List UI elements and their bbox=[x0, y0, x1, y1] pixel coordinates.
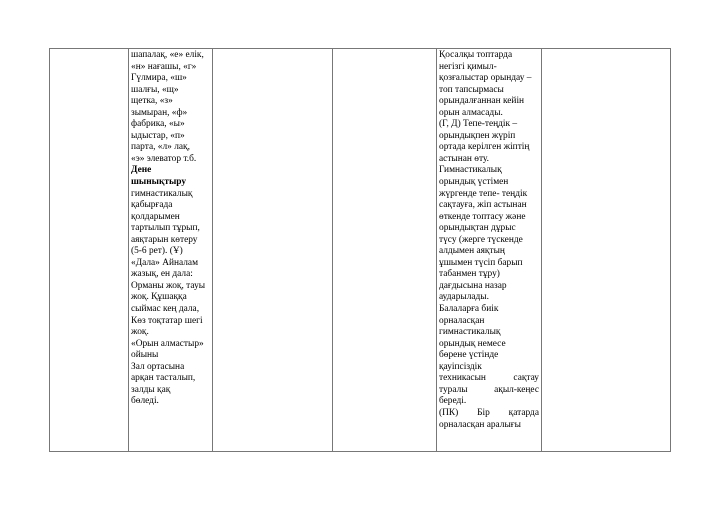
text-line: гимнастикалық bbox=[439, 327, 501, 338]
text-line: «Орын алмастыр» bbox=[131, 338, 204, 349]
text-line: ұшымен түсіп барып bbox=[439, 257, 523, 268]
text-line: (5-6 рет). (Ұ) bbox=[131, 246, 183, 257]
text-line: тартылып тұрып, bbox=[131, 223, 200, 234]
text-line: орналасқан bbox=[439, 315, 485, 326]
text-line: шалғы, «щ» bbox=[131, 84, 179, 95]
text-line: орындалғаннан кейін bbox=[439, 96, 525, 107]
text-line: өткенде топтасу және bbox=[439, 211, 526, 222]
text-line: сақтауға, жіп астынан bbox=[439, 200, 527, 211]
table-cell-5 bbox=[437, 49, 542, 452]
text-line: түсу (жерге түскенде bbox=[439, 234, 523, 245]
text-line: Зал ортасына bbox=[131, 361, 185, 372]
section-heading: шынықтыру bbox=[131, 177, 187, 188]
text-line: қолдарымен bbox=[131, 211, 180, 222]
text-line: парта, «л» лақ, bbox=[131, 142, 190, 153]
text-line: Балаларға биік bbox=[439, 304, 499, 315]
table-cell-1 bbox=[50, 49, 129, 452]
text-line: Көз тоқтатар шегі bbox=[131, 315, 203, 326]
text-line: «н» нағашы, «г» bbox=[131, 61, 197, 72]
text-line: қауіпсіздік bbox=[439, 361, 482, 372]
text-line: топ тапсырмасы bbox=[439, 84, 504, 95]
text-line: бөрене үстінде bbox=[439, 350, 499, 361]
text-line: залды қақ bbox=[131, 384, 171, 395]
text-line: гимнастикалық bbox=[131, 188, 193, 199]
text-line: негізгі қимыл- bbox=[439, 61, 497, 72]
table-row bbox=[50, 49, 671, 452]
section-heading: Дене bbox=[131, 165, 152, 176]
text-line: туралы ақыл-кеңес bbox=[439, 384, 539, 395]
text-line: жоқ. Құшаққа bbox=[131, 292, 187, 303]
text-line: сыймас кең дала, bbox=[131, 304, 200, 315]
text-line: табанмен тұру) bbox=[439, 269, 500, 280]
table-cell-4 bbox=[333, 49, 437, 452]
text-line: жоқ. bbox=[131, 327, 149, 338]
text-line: бөледі. bbox=[131, 396, 159, 407]
text-line: ортада керілген жіптің bbox=[439, 142, 530, 153]
text-line: аяқтарын көтеру bbox=[131, 234, 198, 245]
text-line: щетка, «з» bbox=[131, 96, 173, 107]
text-line: жазық, ен дала: bbox=[131, 269, 193, 280]
text-line: зымыран, «ф» bbox=[131, 107, 188, 118]
text-line: Гимнастикалық bbox=[439, 165, 502, 176]
text-line: Орманы жоқ, тауы bbox=[131, 280, 206, 291]
text-line: алдымен аяқтың bbox=[439, 246, 505, 257]
text-line: береді. bbox=[439, 396, 467, 407]
text-line: (ПК) Бір қатарда bbox=[439, 407, 539, 418]
lesson-plan-table bbox=[49, 48, 671, 452]
text-line: жүргенде тепе- теңдік bbox=[439, 188, 528, 199]
text-line: (Г, Д) Тепе-теңдік – bbox=[439, 119, 518, 130]
text-line: Гүлмира, «ш» bbox=[131, 73, 187, 84]
text-line: арқан тасталып, bbox=[131, 373, 196, 384]
activity-text bbox=[129, 49, 212, 408]
text-line: орналасқан аралығы bbox=[439, 419, 521, 430]
text-line: орын алмасады. bbox=[439, 107, 503, 118]
text-line: фабрика, «ы» bbox=[131, 119, 185, 130]
text-line: қабырғада bbox=[131, 200, 173, 211]
text-line: орындықпен жүріп bbox=[439, 130, 516, 141]
text-line: техникасын сақтау bbox=[439, 373, 539, 384]
table-cell-3 bbox=[213, 49, 333, 452]
text-line: орындық немесе bbox=[439, 338, 506, 349]
table-cell-2 bbox=[129, 49, 213, 452]
table-cell-6 bbox=[542, 49, 671, 452]
text-line: ойыны bbox=[131, 350, 159, 361]
text-line: дағдысына назар bbox=[439, 280, 507, 291]
text-line: астынан өту. bbox=[439, 153, 490, 164]
text-line: шапалақ, «е» елік, bbox=[131, 50, 204, 60]
text-line: орындық үстімен bbox=[439, 177, 509, 188]
text-line: «Дала» Айналам bbox=[131, 257, 199, 268]
text-line: Қосалқы топтарда bbox=[439, 50, 513, 60]
text-line: орындықтан дұрыс bbox=[439, 223, 516, 234]
text-line: ыдыстар, «п» bbox=[131, 130, 185, 141]
text-line: аударылады. bbox=[439, 292, 489, 303]
text-line: қозғалыстар орындау – bbox=[439, 73, 532, 84]
text-line: «э» элеватор т.б. bbox=[131, 153, 197, 164]
teacher-notes-text bbox=[437, 49, 541, 431]
